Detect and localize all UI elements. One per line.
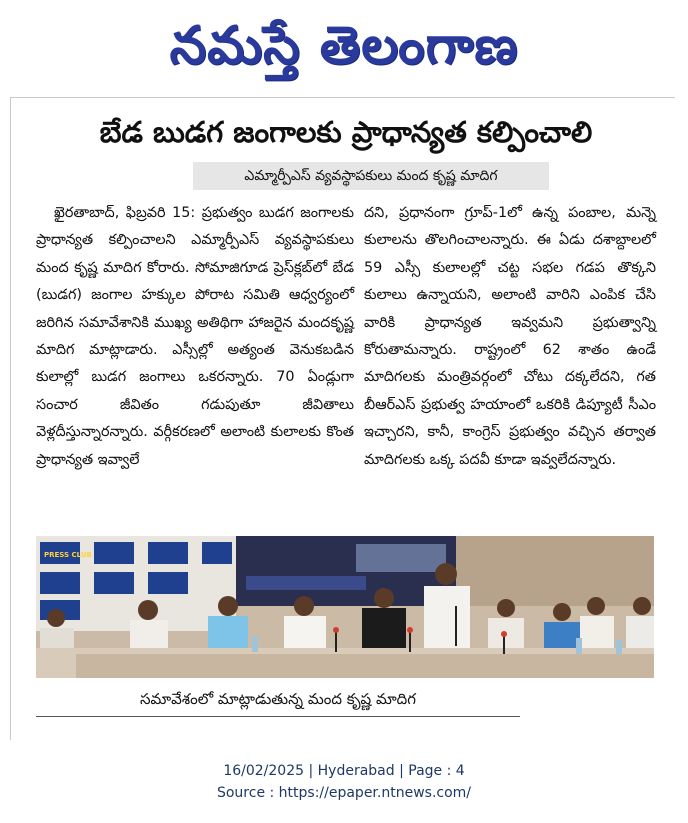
newspaper-masthead [0,4,688,88]
article-subheading: ఎమ్మార్పీఎస్ వ్యవస్థాపకులు మంద కృష్ణ మాదిగ [193,162,549,190]
article-headline: బేడ బుడగ జంగాలకు ప్రాధాన్యత కల్పించాలి [99,115,593,149]
article-photo [36,536,654,678]
article-column-left [36,200,354,474]
caption-divider [36,716,520,717]
source-link[interactable]: Source : https://epaper.ntnews.com/ [216,785,472,801]
article-body-right: దని, ప్రధానంగా గ్రూప్-1లో ఉన్న పంబాల, మన్నె కులాలను తొలగించాలన్నారు. ఈ ఏడు దశాబ్దాలలో 59 ఎస్సీ కులాలల్లో చట్ట సభల గడప తొక్కని కులాలు ఉన్నాయని, అలాంటి వారిని ఎంపిక చేసి వారికి ప్రాధాన్యత ఇవ్వమని ప్రభుత్వాన్ని కోరుతామన్నారు. రాష్ట్రంలో 62 శాతం ఉండే మాదిగలకు మంత్రివర్గంలో చోటు దక్కలేదని, గత బీఆర్ఎస్ ప్రభుత్వ హయాంలో ఒకరికి డిప్యూటీ సీఎం ఇచ్చారని, కానీ, కాంగ్రెస్ ప్రభుత్వం వచ్చిన తర్వాత మాదిగలకు ఒక్క పదవీ కూడా ఇవ్వలేదన్నారు. [364,205,656,468]
photo-caption: సమావేశంలో మాట్లాడుతున్న మంద కృష్ణ మాదిగ [139,690,417,708]
edition-info: 16/02/2025 | Hyderabad | Page : 4 [223,763,465,779]
article-body-left: ఖైరతాబాద్, ఫిబ్రవరి 15: ప్రభుత్వం బుడగ జంగాలకు ప్రాధాన్యత కల్పించాలని ఎమ్మార్పీఎస్ వ్యవస్థాపకులు మంద కృష్ణ మాదిగ కోరారు. సోమాజిగూడ ప్రెస్‌క్లబ్‌లో బేడ (బుడగ) జంగాల హక్కుల పోరాట సమితి ఆధ్వర్యంలో జరిగిన సమావేశానికి ముఖ్య అతిథిగా హాజరైన మందకృష్ణ మాదిగ మాట్లాడారు. ఎస్సీల్లో అత్యంత వెనుకబడిన కులాల్లో బుడగ జంగాలు ఒకరన్నారు. 70 ఏండ్లుగా సంచార జీవితం గడుపుతూ జీవితాలు వెళ్లదీస్తున్నారన్నారు. వర్గీకరణలో అలాంటి కులాలకు కొంత ప్రాధాన్యత ఇవ్వాలే [36,205,354,468]
article-column-right [364,200,656,474]
masthead-title: నమస్తే తెలంగాణ [169,16,519,76]
backdrop-text: PRESS CLUB [44,551,92,559]
press-meet-photo-illustration [36,536,654,678]
